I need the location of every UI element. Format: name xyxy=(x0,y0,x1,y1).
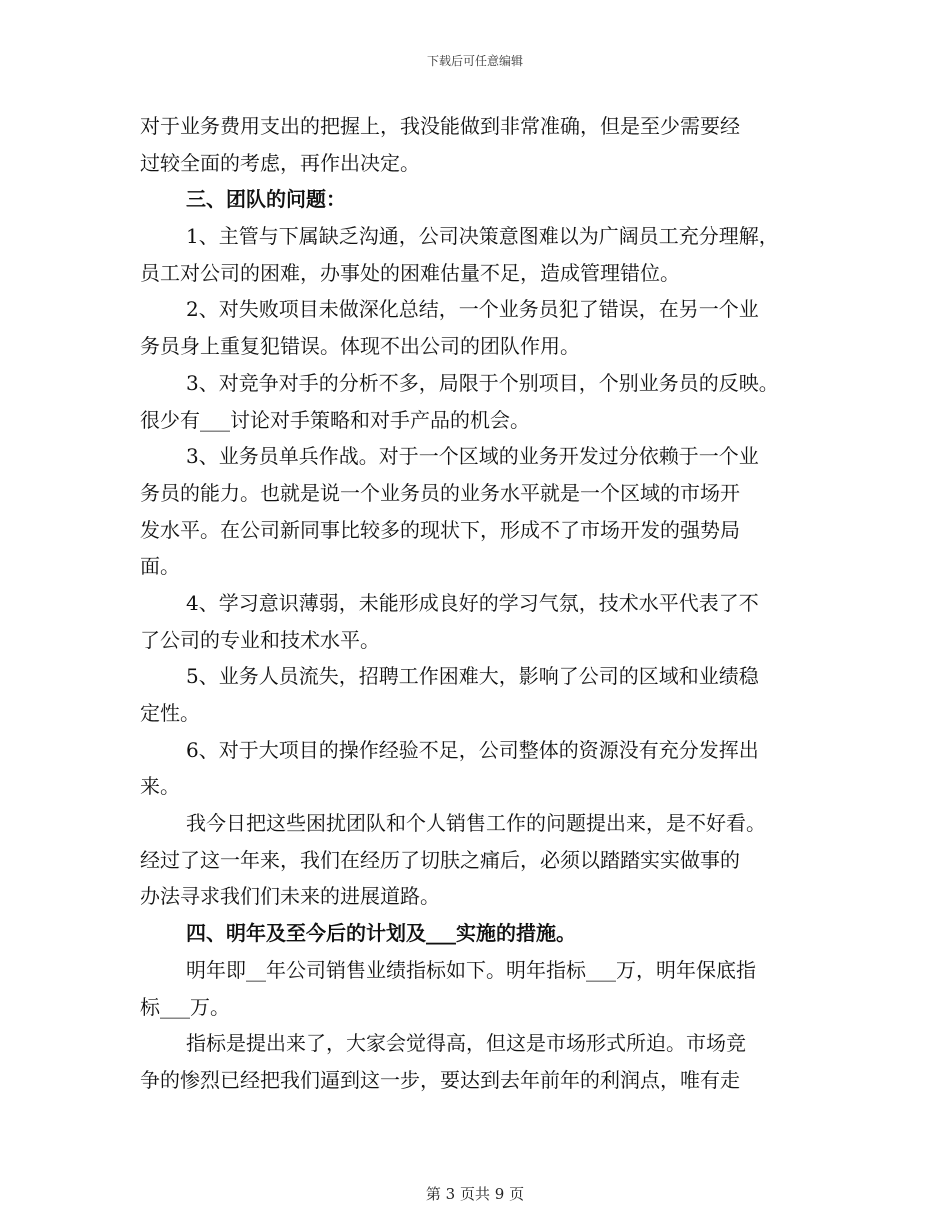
text-line: 争的惨烈已经把我们逼到这一步，要达到去年前年的利润点，唯有走 xyxy=(140,1067,740,1092)
text-line: 2、对失败项目未做深化总结，一个业务员犯了错误，在另一个业 xyxy=(186,297,759,322)
document-body xyxy=(140,108,820,1099)
text-line: 务员身上重复犯错误。体现不出公司的团队作用。 xyxy=(140,334,580,359)
text-line: 面。 xyxy=(140,554,180,579)
page-header: 下载后可任意编辑 xyxy=(426,54,523,68)
text-line: 6、对于大项目的操作经验不足，公司整体的资源没有充分发挥出 xyxy=(186,737,759,762)
text-line: 过较全面的考虑，再作出决定。 xyxy=(140,150,420,175)
text-line: 来。 xyxy=(140,774,180,799)
text-line: 明年即__年公司销售业绩指标如下。明年指标___万，明年保底指 xyxy=(186,957,756,982)
text-line: 对于业务费用支出的把握上，我没能做到非常准确，但是至少需要经 xyxy=(140,114,740,138)
text-line: 我今日把这些困扰团队和个人销售工作的问题提出来，是不好看。 xyxy=(186,811,766,836)
section-heading: 三、团队的问题： xyxy=(186,187,346,212)
text-line: 5、业务人员流失，招聘工作困难大，影响了公司的区域和业绩稳 xyxy=(186,664,759,689)
text-line: 了公司的专业和技术水平。 xyxy=(140,627,380,652)
text-line: 1、主管与下属缺乏沟通，公司决策意图难以为广阔员工充分理解， xyxy=(186,224,779,249)
text-line: 定性。 xyxy=(140,701,200,725)
text-line: 3、业务员单兵作战。对于一个区域的业务开发过分依赖于一个业 xyxy=(186,444,759,469)
text-line: 很少有___讨论对手策略和对手产品的机会。 xyxy=(140,407,530,432)
text-line: 经过了这一年来，我们在经历了切肤之痛后，必须以踏踏实实做事的 xyxy=(140,847,740,872)
text-line: 指标是提出来了，大家会觉得高，但这是市场形式所迫。市场竞 xyxy=(186,1031,746,1056)
text-line: 3、对竞争对手的分析不多，局限于个别项目，个别业务员的反映。 xyxy=(186,370,779,395)
text-line: 务员的能力。也就是说一个业务员的业务水平就是一个区域的市场开 xyxy=(140,480,740,505)
text-line: 办法寻求我们们未来的进展道路。 xyxy=(140,884,440,909)
text-line: 4、学习意识薄弱，未能形成良好的学习气氛，技术水平代表了不 xyxy=(186,590,759,615)
text-line: 发水平。在公司新同事比较多的现状下，形成不了市场开发的强势局 xyxy=(140,517,740,542)
text-line: 员工对公司的困难，办事处的困难估量不足，造成管理错位。 xyxy=(140,260,680,285)
page-footer: 第 3 页共 9 页 xyxy=(425,1185,525,1203)
section-heading: 四、明年及至今后的计划及___实施的措施。 xyxy=(186,921,576,946)
text-line: 标___万。 xyxy=(140,994,230,1019)
